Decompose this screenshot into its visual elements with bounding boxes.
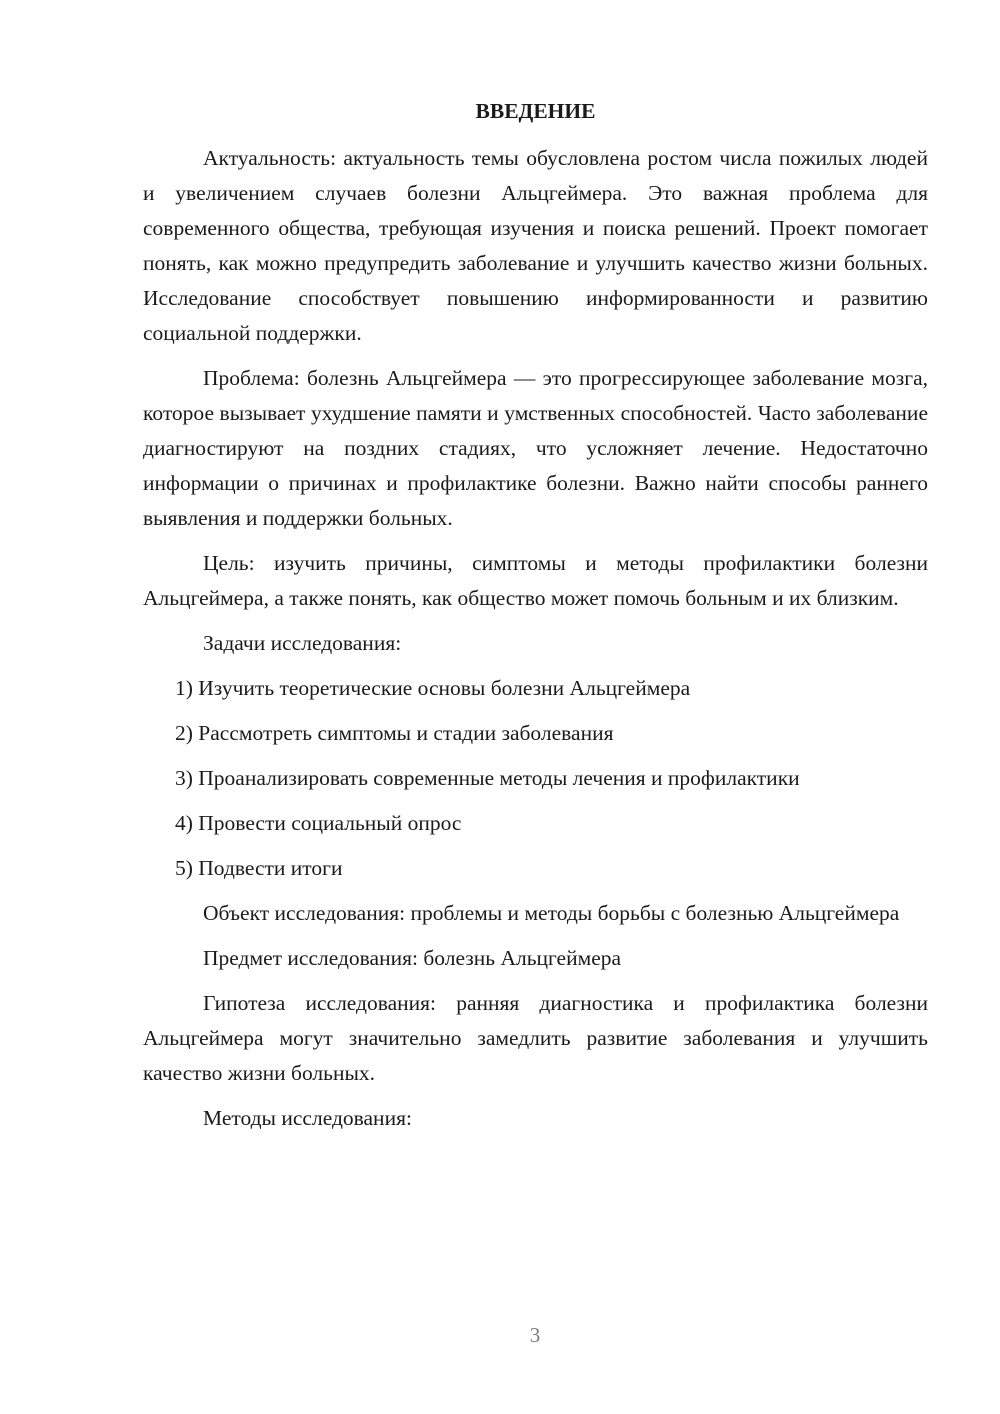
hypothesis-paragraph: Гипотеза исследования: ранняя диагностика и профилактика болезни Альцгеймера могут значительно замедлить развитие заболевания и улучшить качество жизни больных. [143,991,928,1085]
page-content [143,94,928,1146]
object-paragraph: Объект исследования: проблемы и методы борьбы с болезнью Альцгеймера [203,901,900,925]
list-item: 2) Рассмотреть симптомы и стадии заболевания [175,721,614,745]
list-item: 5) Подвести итоги [175,856,343,880]
problem-paragraph: Проблема: болезнь Альцгеймера — это прогрессирующее заболевание мозга, которое вызывает ухудшение памяти и умственных способностей. Часто заболевание диагностируют на поздних стадиях, что усложняет лечение. Недостаточно информации о причинах и профилактике болезни. Важно найти способы раннего выявления и поддержки больных. [143,366,928,530]
relevance-paragraph: Актуальность: актуальность темы обусловлена ростом числа пожилых людей и увеличением случаев болезни Альцгеймера. Это важная проблема для современного общества, требующая изучения и поиска решений. Проект помогает понять, как можно предупредить заболевание и улучшить качество жизни больных. Исследование способствует повышению информированности и развитию социальной поддержки. [143,146,928,345]
subject-paragraph: Предмет исследования: болезнь Альцгеймера [203,946,622,970]
methods-paragraph: Методы исследования: [203,1106,412,1130]
tasks-title: Задачи исследования: [203,631,402,655]
list-item: 3) Проанализировать современные методы лечения и профилактики [175,766,800,790]
list-item: 4) Провести социальный опрос [175,811,462,835]
goal-paragraph: Цель: изучить причины, симптомы и методы профилактики болезни Альцгеймера, а также понять, как общество может помочь больным и их близким. [143,551,928,610]
list-item: 1) Изучить теоретические основы болезни Альцгеймера [175,676,691,700]
page-number: 3 [529,1323,541,1347]
section-heading: ВВЕДЕНИЕ [475,99,596,123]
task-list [143,671,928,886]
